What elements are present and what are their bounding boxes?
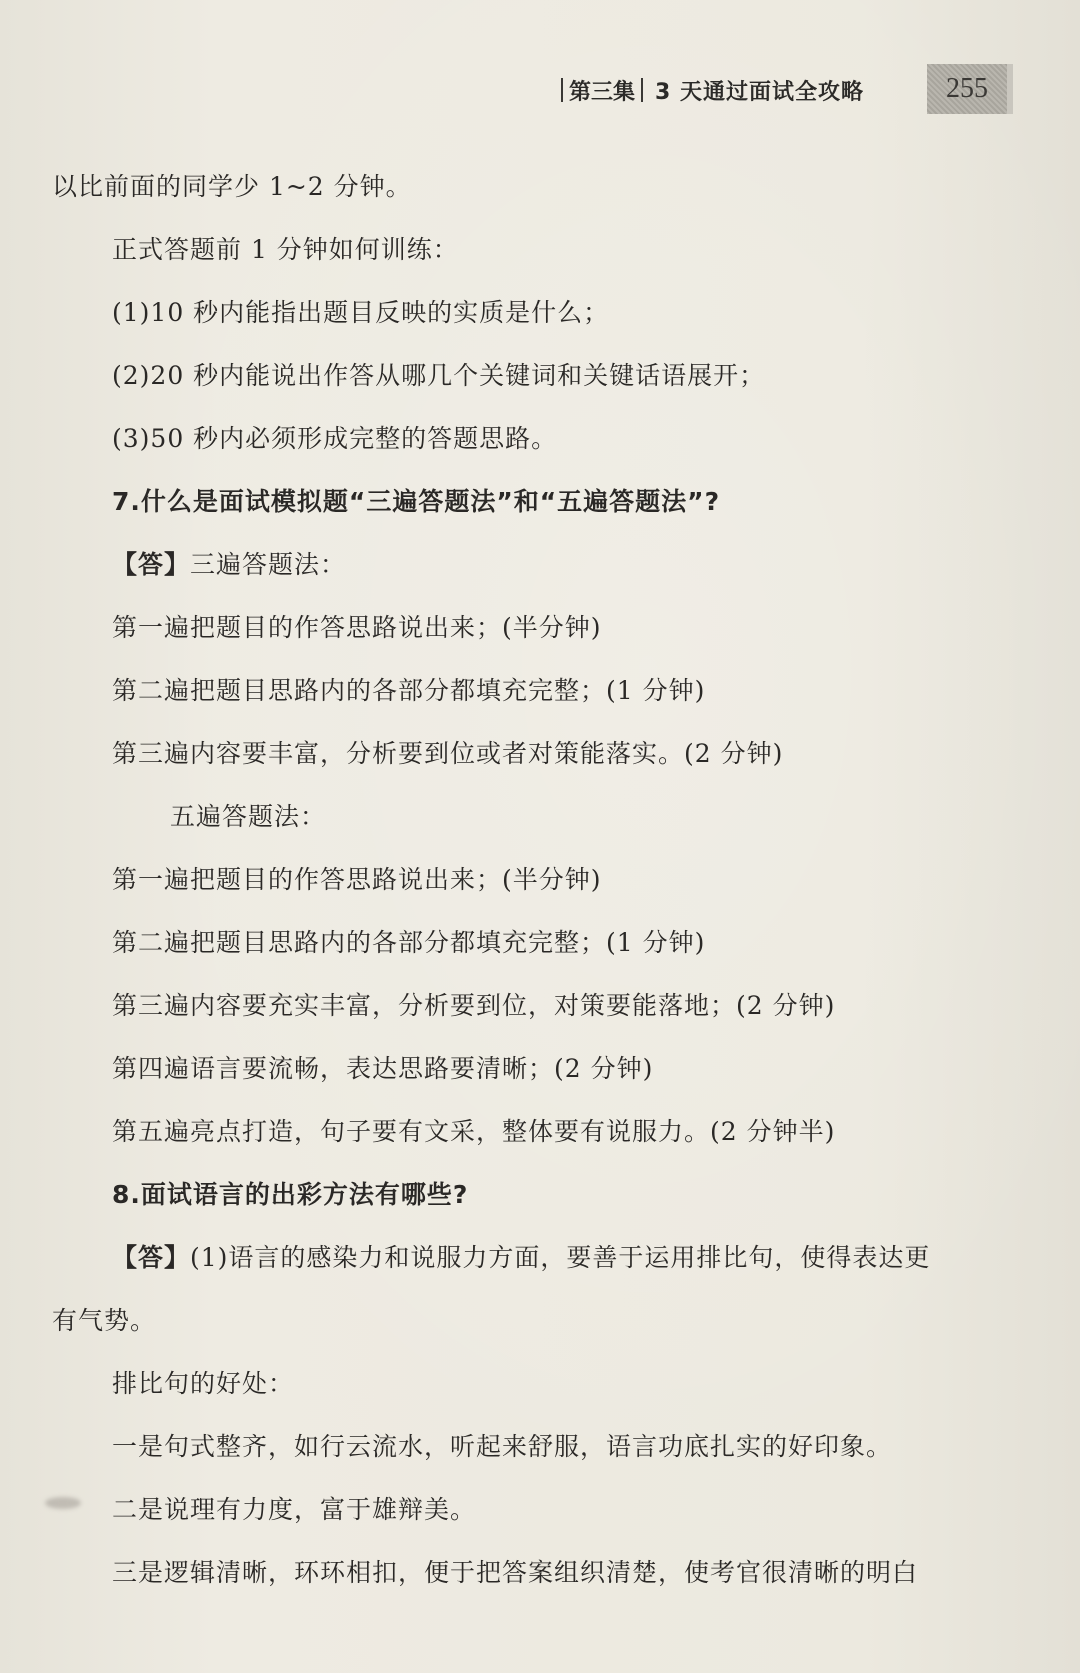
text-line: (1)语言的感染力和说服力方面，要善于运用排比句，使得表达更 — [190, 1243, 931, 1272]
question-heading: 8.面试语言的出彩方法有哪些? — [112, 1180, 469, 1209]
text-line: (3)50 秒内必须形成完整的答题思路。 — [112, 424, 558, 453]
text-line: (1)10 秒内能指出题目反映的实质是什么； — [112, 298, 610, 327]
header-section: 第三集 — [569, 79, 636, 105]
text-line: 五遍答题法： — [170, 802, 327, 831]
answer-marker: 【答】 — [112, 550, 191, 579]
text-line: 第四遍语言要流畅，表达思路要清晰；(2 分钟) — [112, 1054, 654, 1083]
text-line: 排比句的好处： — [112, 1369, 295, 1398]
text-line: 二是说理有力度，富于雄辩美。 — [112, 1495, 477, 1524]
text-line: 以比前面的同学少 1~2 分钟。 — [52, 172, 412, 201]
running-header — [555, 66, 864, 114]
header-title: 3 天通过面试全攻略 — [655, 79, 864, 105]
scan-smudge — [45, 1497, 81, 1509]
answer-marker: 【答】 — [112, 1243, 191, 1272]
text-line: 有气势。 — [52, 1306, 157, 1335]
text-line: 第二遍把题目思路内的各部分都填充完整；(1 分钟) — [112, 676, 706, 705]
answer-line — [112, 545, 346, 581]
text-line: 第二遍把题目思路内的各部分都填充完整；(1 分钟) — [112, 928, 706, 957]
text-line: 三是逻辑清晰，环环相扣，便于把答案组织清楚，使考官很清晰的明白 — [112, 1558, 919, 1587]
answer-line — [112, 1238, 930, 1274]
text-line: 第一遍把题目的作答思路说出来；(半分钟) — [112, 613, 602, 642]
text-line: 第五遍亮点打造，句子要有文采，整体要有说服力。(2 分钟半) — [112, 1117, 836, 1146]
question-heading: 7.什么是面试模拟题“三遍答题法”和“五遍答题法”? — [112, 487, 721, 516]
header-divider — [561, 78, 563, 102]
text-line: 正式答题前 1 分钟如何训练： — [112, 235, 459, 264]
text-line: (2)20 秒内能说出作答从哪几个关键词和关键话语展开； — [112, 361, 766, 390]
page-number: 255 — [927, 64, 1007, 114]
header-divider — [641, 78, 643, 102]
text-line: 第一遍把题目的作答思路说出来；(半分钟) — [112, 865, 602, 894]
text-line: 一是句式整齐，如行云流水，听起来舒服，语言功底扎实的好印象。 — [112, 1432, 893, 1461]
text-line: 第三遍内容要充实丰富，分析要到位，对策要能落地；(2 分钟) — [112, 991, 836, 1020]
text-line: 三遍答题法： — [190, 550, 347, 579]
text-line: 第三遍内容要丰富，分析要到位或者对策能落实。(2 分钟) — [112, 739, 784, 768]
